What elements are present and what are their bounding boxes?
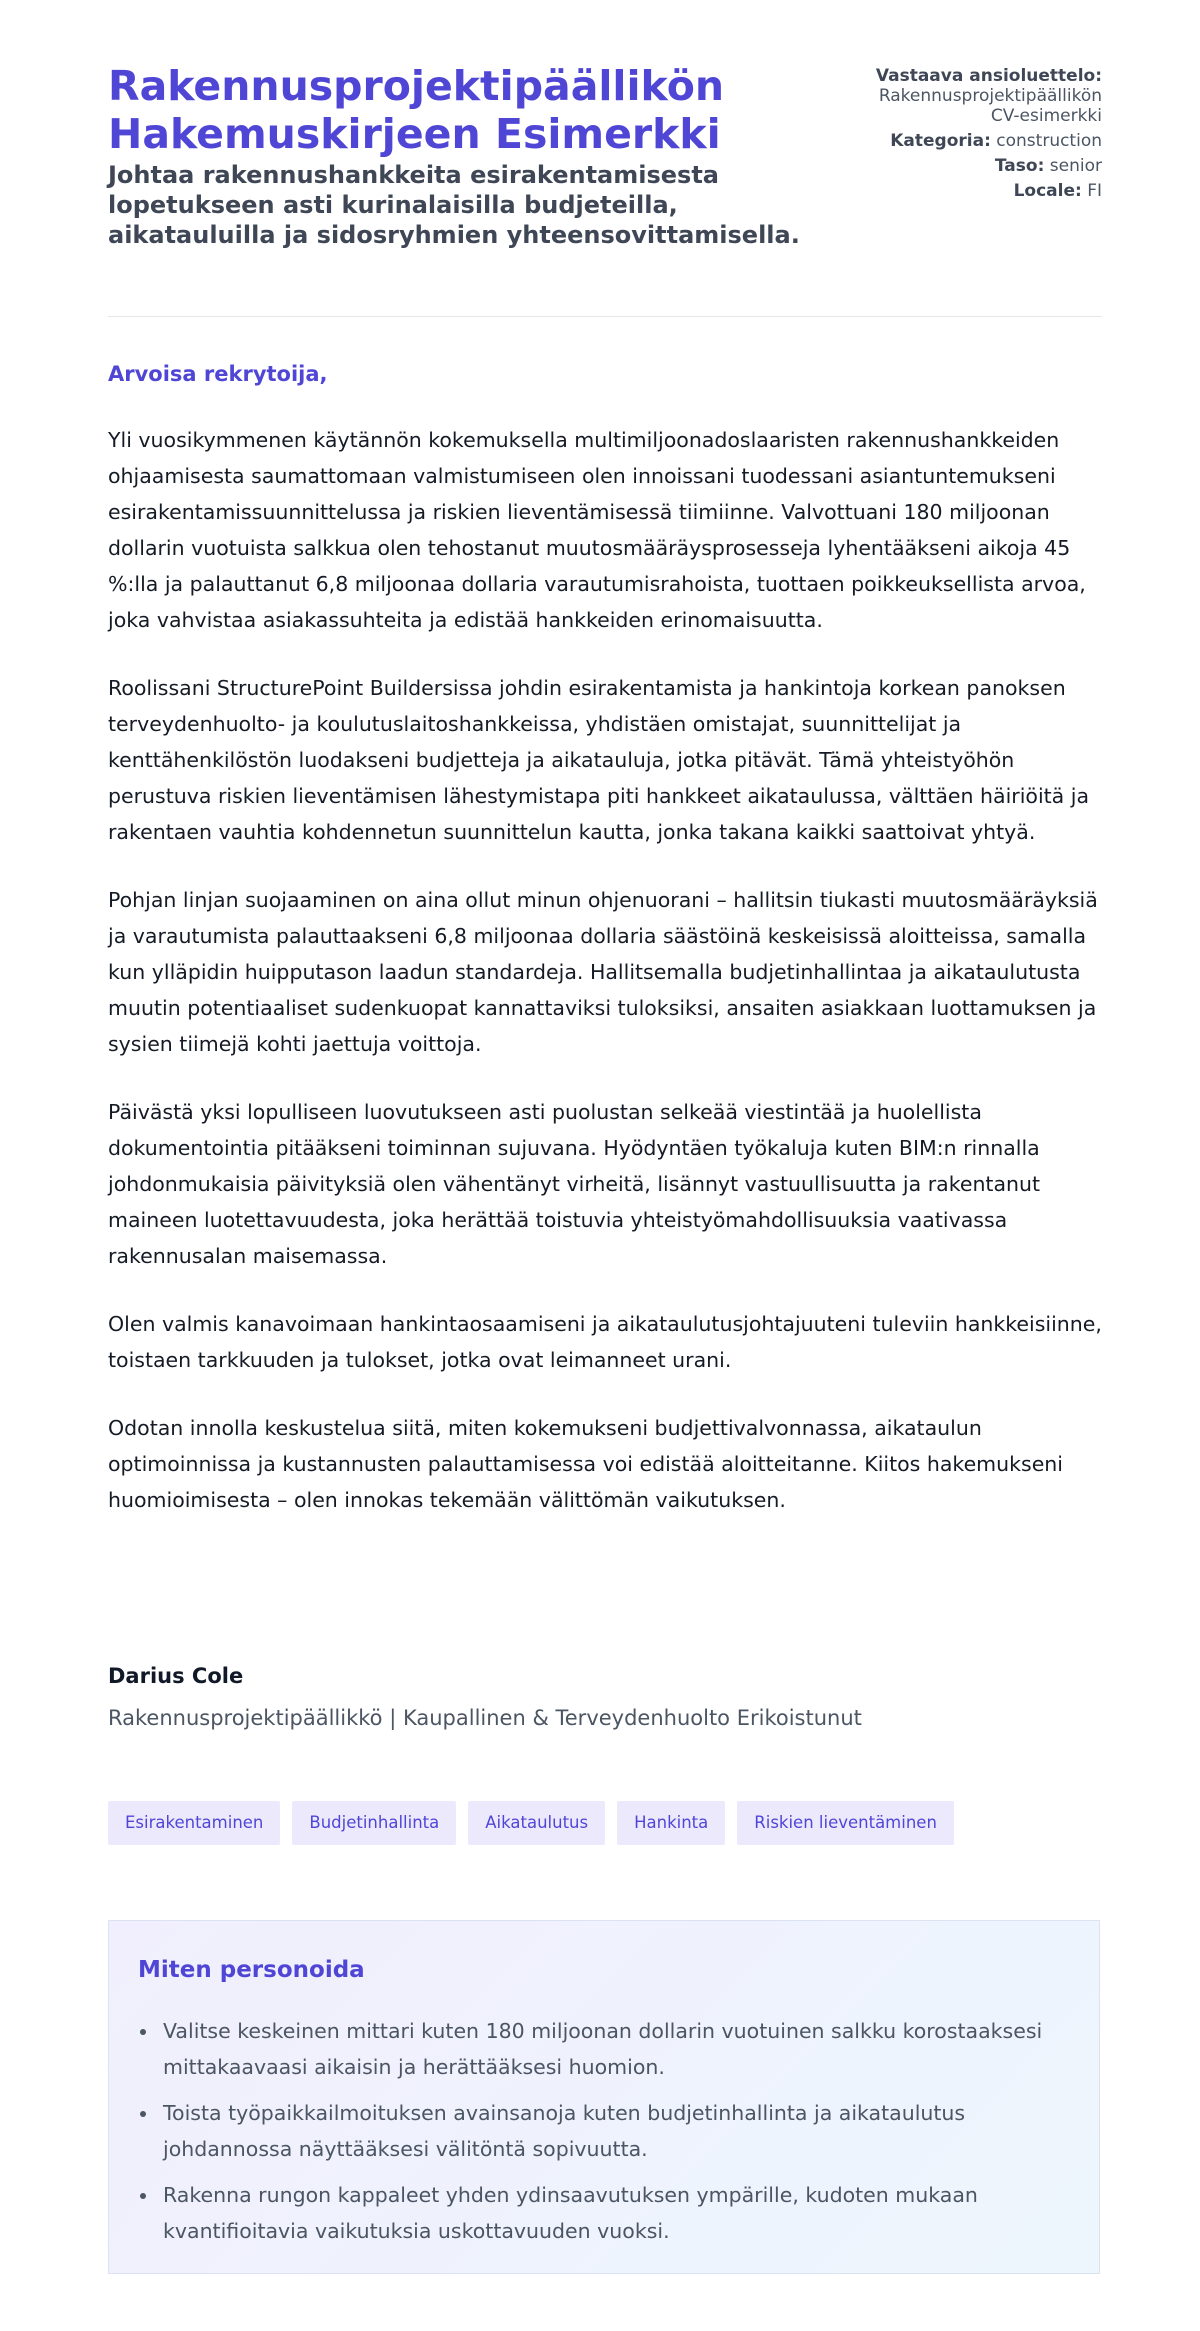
meta-resume-link[interactable]: Rakennusprojektipäällikön CV-esimerkki: [878, 86, 1102, 126]
meta-level: [862, 156, 1102, 176]
tips-list-item: Valitse keskeinen mittari kuten 180 miljoonan dollarin vuotuinen salkku korostaaksesi mittakaavaasi aikaisin ja herättääksesi huomion.: [163, 2013, 1093, 2085]
letter-paragraph: Olen valmis kanavoimaan hankintaosaamiseni ja aikataulutusjohtajuuteni tuleviin hankkeisiinne, toistaen tarkkuuden ja tulokset, jotka ovat leimanneet urani.: [108, 1312, 1102, 1372]
letter-paragraph: Pohjan linjan suojaaminen on aina ollut minun ohjenuorani – hallitsin tiukasti muutosmääräyksiä ja varautumista palauttaakseni 6,8 miljoonaa dollaria säästöinä keskeisissä aloitteissa, samalla kun ylläpidin huipputason laadun standardeja. Hallitsemalla budjetinhallintaa ja aikataulutusta muutin potentiaaliset sudenkuopat kannattaviksi tuloksiksi, ansaiten asiakkaan luottamuksen ja sysien tiimejä kohti jaettuja voittoja.: [108, 888, 1098, 1056]
meta-level-value: senior: [1049, 156, 1102, 176]
tips-list-item: Rakenna rungon kappaleet yhden ydinsaavutuksen ympärille, kudoten mukaan kvantifioitavia vaikutuksia uskottavuuden vuoksi.: [163, 2177, 1093, 2249]
tips-title: Miten personoida: [138, 1957, 365, 1983]
tips-list: [138, 2013, 1093, 2259]
skill-tags: [108, 1801, 954, 1845]
signature-name: Darius Cole: [108, 1664, 244, 1688]
page-title: Rakennusprojektipäällikön Hakemuskirjeen Esimerkki: [108, 62, 725, 158]
letter-body: [108, 422, 1102, 1550]
meta-category: [862, 131, 1102, 151]
skill-tag[interactable]: Riskien lieventäminen: [737, 1801, 954, 1845]
skill-tag[interactable]: Esirakentaminen: [108, 1801, 280, 1845]
personalization-tips-box: [108, 1920, 1100, 2274]
meta-resume-label: Vastaava ansioluettelo:: [875, 66, 1102, 86]
meta-level-label: Taso:: [994, 156, 1045, 176]
tips-list-item: Toista työpaikkailmoituksen avainsanoja kuten budjetinhallinta ja aikataulutus johdannossa näyttääksesi välitöntä sopivuutta.: [163, 2095, 1093, 2167]
meta-category-value: construction: [996, 131, 1102, 151]
meta-category-label: Kategoria:: [890, 131, 991, 151]
signature-block: [108, 1664, 1102, 1730]
letter-paragraph: Roolissani StructurePoint Buildersissa johdin esirakentamista ja hankintoja korkean panoksen terveydenhuolto- ja koulutuslaitoshankkeissa, yhdistäen omistajat, suunnittelijat ja kenttähenkilöstön luodakseni budjetteja ja aikatauluja, jotka pitävät. Tämä yhteistyöhön perustuva riskien lieventämisen lähestymistapa piti hankkeet aikataulussa, välttäen häiriöitä ja rakentaen vauhtia kohdennetun suunnittelun kautta, jonka takana kaikki saattoivat yhtyä.: [108, 676, 1090, 844]
page-subtitle: Johtaa rakennushankkeita esirakentamisesta lopetukseen asti kurinalaisilla budjeteilla, aikatauluilla ja sidosryhmien yhteensovittamisella.: [108, 161, 800, 249]
skill-tag[interactable]: Budjetinhallinta: [292, 1801, 456, 1845]
letter-paragraph: Yli vuosikymmenen käytännön kokemuksella multimiljoonadoslaaristen rakennushankkeiden ohjaamisesta saumattomaan valmistumiseen olen innoissani tuodessani asiantuntemukseni esirakentamissuunnittelussa ja riskien lieventämisessä tiimiinne. Valvottuani 180 miljoonan dollarin vuotuista salkkua olen tehostanut muutosmääräysprosesseja lyhentääkseni aikoja 45 %:lla ja palauttanut 6,8 miljoonaa dollaria varautumisrahoista, tuottaen poikkeuksellista arvoa, joka vahvistaa asiakassuhteita ja edistää hankkeiden erinomaisuutta.: [108, 428, 1086, 632]
meta-locale: [862, 181, 1102, 201]
skill-tag[interactable]: Aikataulutus: [468, 1801, 605, 1845]
meta-resume: [862, 66, 1102, 126]
meta-locale-value: FI: [1087, 181, 1102, 201]
letter-greeting: Arvoisa rekrytoija,: [108, 362, 328, 386]
page-header: [108, 0, 1102, 317]
signature-title: Rakennusprojektipäällikkö | Kaupallinen & Terveydenhuolto Erikoistunut: [108, 1706, 862, 1730]
letter-paragraph: Päivästä yksi lopulliseen luovutukseen asti puolustan selkeää viestintää ja huolellista dokumentointia pitääkseni toiminnan sujuvana. Hyödyntäen työkaluja kuten BIM:n rinnalla johdonmukaisia päivityksiä olen vähentänyt virheitä, lisännyt vastuullisuutta ja rakentanut maineen luotettavuudesta, joka herättää toistuvia yhteistyömahdollisuuksia vaativassa rakennusalan maisemassa.: [108, 1100, 1041, 1268]
meta-locale-label: Locale:: [1013, 181, 1082, 201]
skill-tag[interactable]: Hankinta: [617, 1801, 725, 1845]
meta-info: [862, 66, 1102, 206]
cover-letter-page: [108, 0, 1102, 2243]
letter-paragraph: Odotan innolla keskustelua siitä, miten kokemukseni budjettivalvonnassa, aikataulun optimoinnissa ja kustannusten palauttamisessa voi edistää aloitteitanne. Kiitos hakemukseni huomioimisesta – olen innokas tekemään välittömän vaikutuksen.: [108, 1416, 1063, 1512]
